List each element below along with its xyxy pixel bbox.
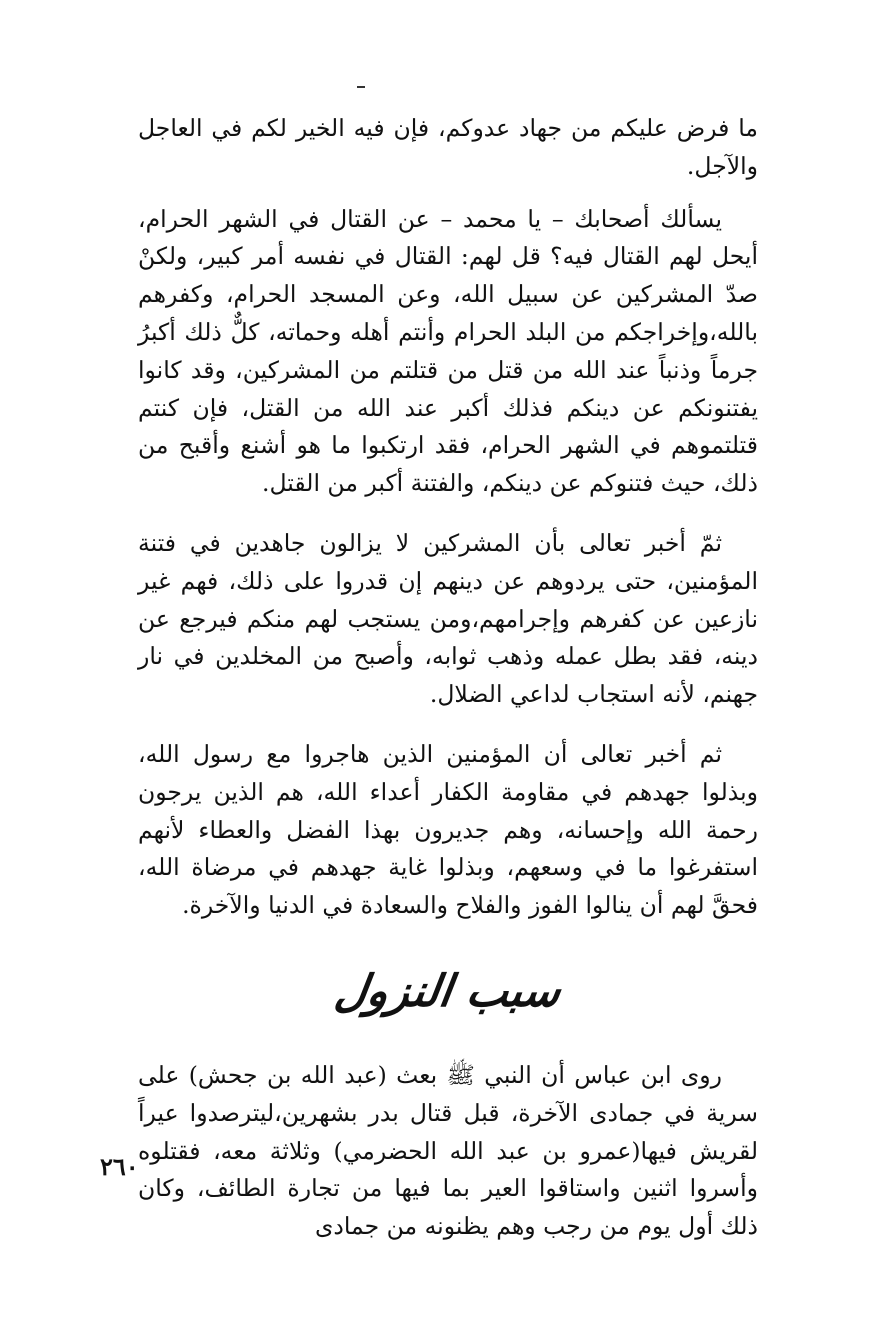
paragraph-1: ما فرض عليكم من جهاد عدوكم، فإن فيه الخير لكم في العاجل والآجل. <box>138 114 758 180</box>
paragraph-3: ثمّ أخبر تعالى بأن المشركين لا يزالون جاهدين في فتنة المؤمنين، حتى يردوهم عن دينهم إن قدروا على ذلك، فهم غير نازعين عن كفرهم وإجرامهم،ومن يستجب لهم منكم فيرجع عن دينه، فقد بطل عمله وذهب ثوابه، وأصبح من المخلدين في نار جهنم، لأنه استجاب لداعي الضلال. <box>138 528 758 709</box>
paragraph-2: يسألك أصحابك – يا محمد – عن القتال في الشهر الحرام، أيحل لهم القتال فيه؟ قل لهم: القتال في نفسه أمر كبير، ولكنْ صدّ المشركين عن سبيل الله، وعن المسجد الحرام، وكفرهم بالله،وإخراجكم من البلد الحرام وأنتم أهله وحماته، كلٌّ ذلك أكبرُ جرماً وذنباً عند الله من قتل من قتلتم من المشركين، وقد كانوا يفتنونكم عن دينكم فذلك أكبر عند الله من القتل، فإن كنتم قتلتموهم في الشهر الحرام، فقد ارتكبوا ما هو أشنع وأقبح من ذلك، حيث فتنوكم عن دينكم، والفتنة أكبر من القتل. <box>138 204 758 498</box>
section-heading <box>138 947 758 1037</box>
paragraph-5: روى ابن عباس أن النبي ﷺ بعث (عبد الله بن جحش) على سرية في جمادى الآخرة، قبل قتال بدر بشهرين،ليترصدوا عيراً لقريش فيها(عمرو بن عبد الله الحضرمي) وثلاثة معه، فقتلوه وأسروا اثنين واستاقوا العير بما فيها من تجارة الطائف، وكان ذلك أول يوم من رجب وهم يظنونه من جمادى <box>138 1060 758 1241</box>
paragraph-4: ثم أخبر تعالى أن المؤمنين الذين هاجروا مع رسول الله، وبذلوا جهدهم في مقاومة الكفار أعداء الله، هم الذين يرجون رحمة الله وإحسانه، وهم جديرون بهذا الفضل والعطاء لأنهم استفرغوا ما في وسعهم، وبذلوا غاية جهدهم في مرضاة الله، فحقَّ لهم أن ينالوا الفوز والفلاح والسعادة في الدنيا والآخرة. <box>138 739 758 920</box>
top-mark <box>357 86 365 88</box>
page-number: ٢٦٠ <box>100 1152 139 1181</box>
section-heading-text: سبب النزول <box>331 965 565 1017</box>
